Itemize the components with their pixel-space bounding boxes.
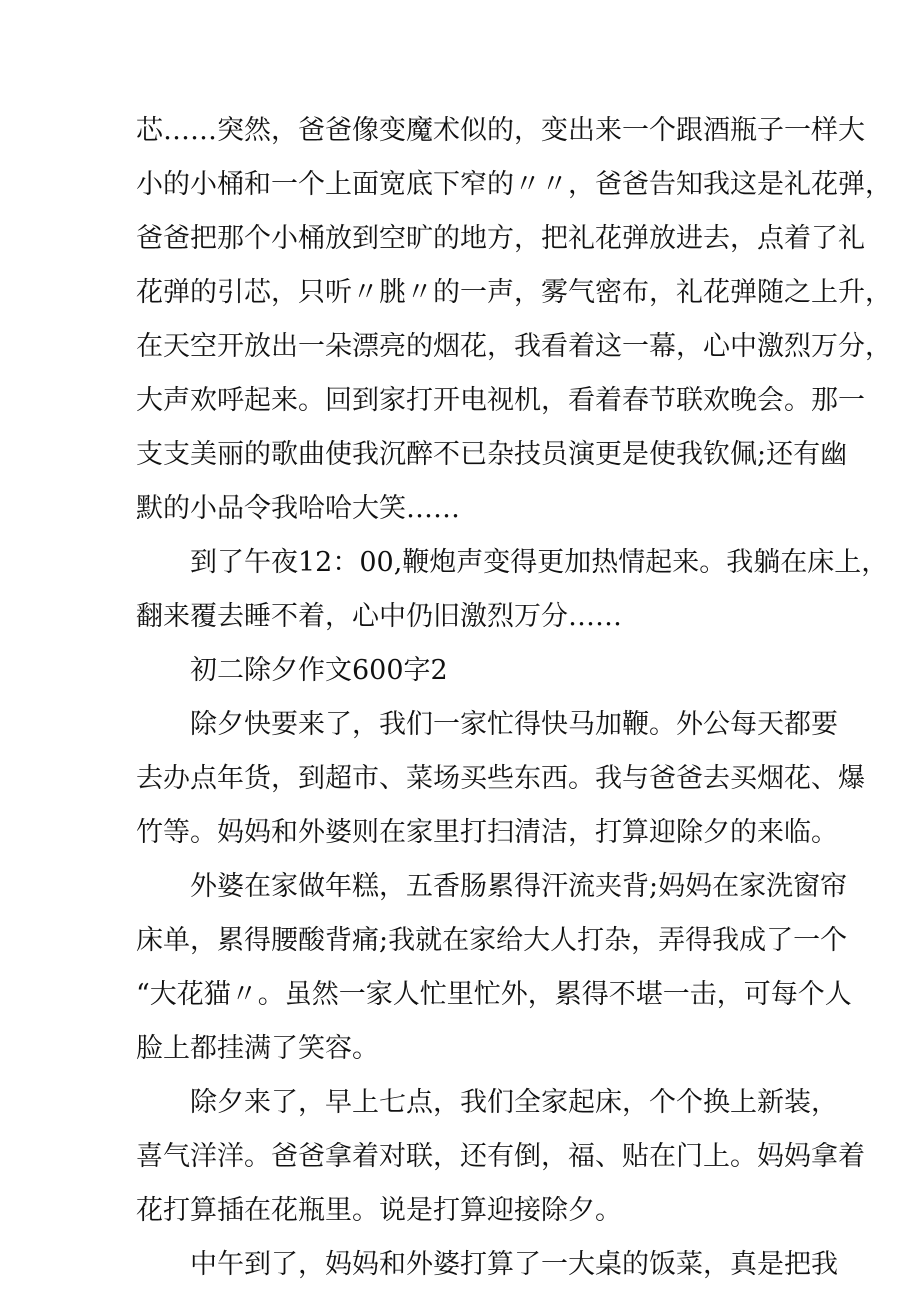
text-line: 除夕快要来了，我们一家忙得快马加鞭。外公每天都要 (190, 709, 838, 740)
text-line: 大声欢呼起来。回到家打开电视机，看着春节联欢晚会。那一 (136, 385, 865, 416)
text-line: “大花猫〃。虽然一家人忙里忙外，累得不堪一击，可每个人 (136, 979, 852, 1010)
text-line: 翻来覆去睡不着，心中仍旧激烈万分…… (136, 601, 622, 632)
text-line: 花打算插在花瓶里。说是打算迎接除夕。 (136, 1195, 622, 1226)
text-line: 支支美丽的歌曲使我沉醉不已杂技员演更是使我钦佩;还有幽 (136, 439, 848, 470)
text-line: 默的小品令我哈哈大笑…… (136, 493, 460, 524)
text-line: 脸上都挂满了笑容。 (136, 1033, 379, 1064)
text-line: 到了午夜12：00,鞭炮声变得更加热情起来。我躺在床上， (190, 547, 889, 578)
text-line: 除夕来了，早上七点，我们全家起床，个个换上新装， (190, 1087, 838, 1118)
text-line: 在天空开放出一朵漂亮的烟花，我看着这一幕，心中激烈万分， (136, 331, 892, 362)
text-line: 去办点年货，到超市、菜场买些东西。我与爸爸去买烟花、爆 (136, 763, 865, 794)
text-line: 中午到了，妈妈和外婆打算了一大桌的饭菜，真是把我 (190, 1249, 838, 1280)
text-line: 爸爸把那个小桶放到空旷的地方，把礼花弹放进去，点着了礼 (136, 223, 865, 254)
text-line: 芯……突然，爸爸像变魔术似的，变出来一个跟酒瓶子一样大 (136, 115, 865, 146)
essay-text-body (136, 104, 892, 1292)
text-line: 床单，累得腰酸背痛;我就在家给大人打杂，弄得我成了一个 (136, 925, 848, 956)
text-line: 外婆在家做年糕，五香肠累得汗流夹背;妈妈在家洗窗帘 (190, 871, 848, 902)
text-line: 初二除夕作文600字2 (190, 655, 448, 686)
text-line: 竹等。妈妈和外婆则在家里打扫清洁，打算迎除夕的来临。 (136, 817, 838, 848)
text-line: 花弹的引芯，只听〃朓〃的一声，雾气密布，礼花弹随之上升， (136, 277, 892, 308)
text-line: 小的小桶和一个上面宽底下窄的〃〃，爸爸告知我这是礼花弹， (136, 169, 892, 200)
text-line: 喜气洋洋。爸爸拿着对联，还有倒，福、贴在门上。妈妈拿着 (136, 1141, 865, 1172)
